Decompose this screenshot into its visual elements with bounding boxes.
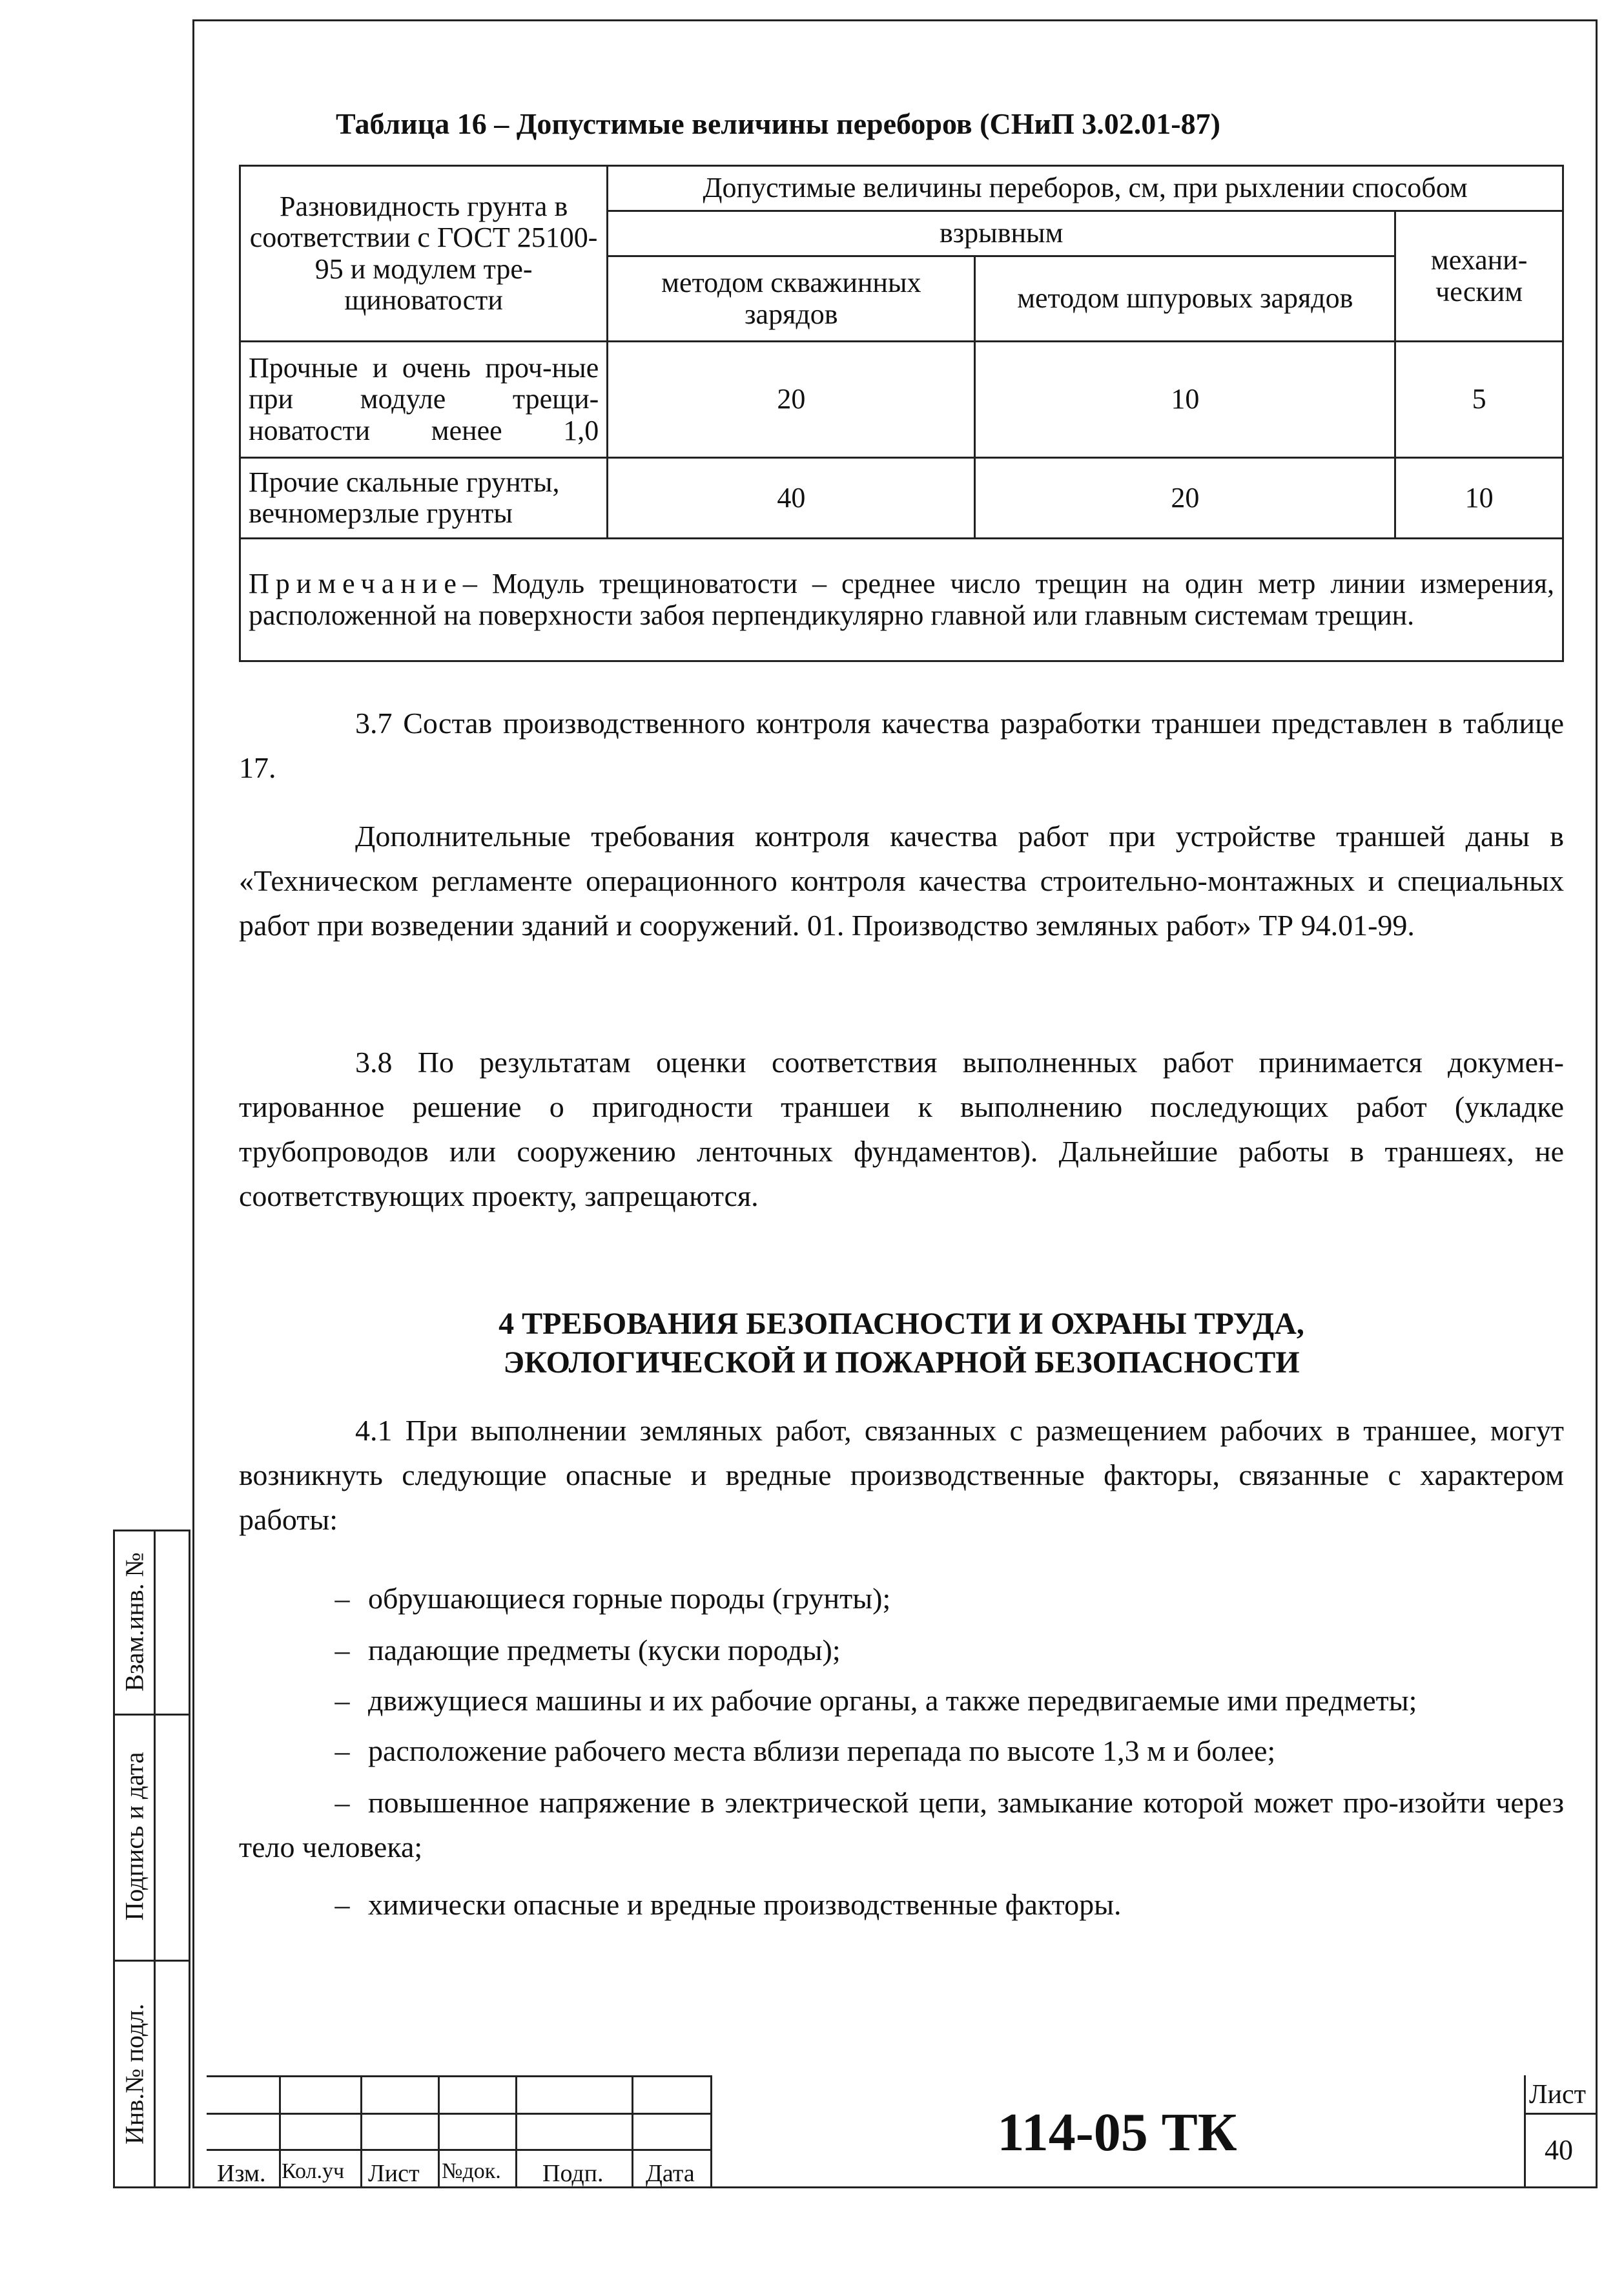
side-label-vzam: Взам.инв. № [119,1552,149,1692]
paragraph-additional: Дополнительные требования контроля качества работ при устройстве траншей даны в «Техническом регламенте операционного контроля качества строительно-монтажных и специальных работ при возведении зданий и сооружений. 01. Производство земляных работ» ТР 94.01-99. [239,820,1564,942]
stamp-podp: Подп. [542,2160,604,2187]
row-shots: 20 [975,458,1395,539]
list-item [239,1882,1564,1927]
stamp-data: Дата [646,2160,695,2187]
stamp-kol: Кол.уч [282,2159,345,2183]
row-wells: 40 [608,458,975,539]
sheet-number: 40 [1545,2134,1573,2166]
list-item [239,1628,1564,1672]
dash: – [334,1734,350,1767]
section-4-heading-line1: 4 ТРЕБОВАНИЯ БЕЗОПАСНОСТИ И ОХРАНЫ ТРУДА, [499,1307,1304,1341]
row-shots: 10 [975,342,1395,458]
table-caption: Таблица 16 – Допустимые величины переборов (СНиП 3.02.01-87) [336,107,1220,140]
overbreak-table [239,165,1564,662]
document-code: 114-05 ТК [997,2102,1237,2163]
table-note [240,539,1563,661]
list-item-text: химически опасные и вредные производственные факторы. [368,1888,1122,1921]
dash: – [334,1582,350,1615]
sheet-label: Лист [1529,2080,1586,2110]
header-soil-type: Разновидность грунта в соответствии с ГОСТ 25100-95 и модулем тре-щиноватости [240,166,608,342]
dash: – [334,1684,350,1717]
stamp-ndok: №док. [442,2159,501,2183]
list-item-text: движущиеся машины и их рабочие органы, а также передвигаемые ими предметы; [368,1684,1417,1717]
table-row [240,458,1563,539]
header-wells: методом скважинных зарядов [608,256,975,342]
title-block [207,2075,1596,2188]
header-blast: взрывным [608,211,1395,256]
list-item-text: падающие предметы (куски породы); [368,1634,841,1666]
list-item [239,1678,1564,1723]
list-item-text: расположение рабочего места вблизи перепада по высоте 1,3 м и более; [368,1734,1276,1767]
paragraph-3-7: 3.7 Состав производственного контроля качества разработки траншеи представлен в таблице 17. [239,707,1564,784]
note-text: – Модуль трещиноватости – среднее число трещин на один метр линии измерения, расположенной на поверхности забоя перпендикулярно главной или главным системам трещин. [249,568,1554,631]
side-stamp [113,1530,190,2188]
header-mechanical: механи-ческим [1395,211,1563,342]
row-mech: 5 [1395,342,1563,458]
row-wells: 20 [608,342,975,458]
list-item [239,1780,1564,1869]
header-shots: методом шпуровых зарядов [975,256,1395,342]
table-row [240,342,1563,458]
paragraph-4-1: 4.1 При выполнении земляных работ, связанных с размещением рабочих в траншее, могут возникнуть следующие опасные и вредные производственные факторы, связанные с характером работы: [239,1414,1564,1536]
list-item-text: обрушающиеся горные породы (грунты); [368,1582,891,1615]
dash: – [334,1888,350,1921]
side-label-inv: Инв.№ подл. [119,2004,149,2144]
list-item [239,1576,1564,1621]
paragraph-3-8: 3.8 По результатам оценки соответствия выполненных работ принимается докумен-тированное решение о пригодности траншеи к выполнению последующих работ (укладке трубопроводов или сооружению ленточных фундаментов). Дальнейшие работы в траншеях, не соответствующих проекту, запрещаются. [239,1046,1564,1212]
dash: – [334,1786,350,1819]
row-soil: Прочные и очень проч-ные при модуле трещи-новатости менее 1,0 [240,342,608,458]
stamp-list: Лист [368,2160,420,2187]
header-group: Допустимые величины переборов, см, при рыхлении способом [608,166,1563,211]
list-item-text: повышенное напряжение в электрической цепи, замыкание которой может про-изойти через тело человека; [239,1786,1564,1863]
section-4-heading-line2: ЭКОЛОГИЧЕСКОЙ И ПОЖАРНОЙ БЕЗОПАСНОСТИ [503,1345,1300,1380]
stamp-izm: Изм. [217,2160,266,2187]
row-soil: Прочие скальные грунты, вечномерзлые грунты [240,458,608,539]
side-label-podpis: Подпись и дата [119,1752,149,1921]
section-4-heading [239,1305,1564,1382]
note-label: Примечание [249,568,463,600]
row-mech: 10 [1395,458,1563,539]
dash: – [334,1634,350,1666]
list-item [239,1728,1564,1773]
